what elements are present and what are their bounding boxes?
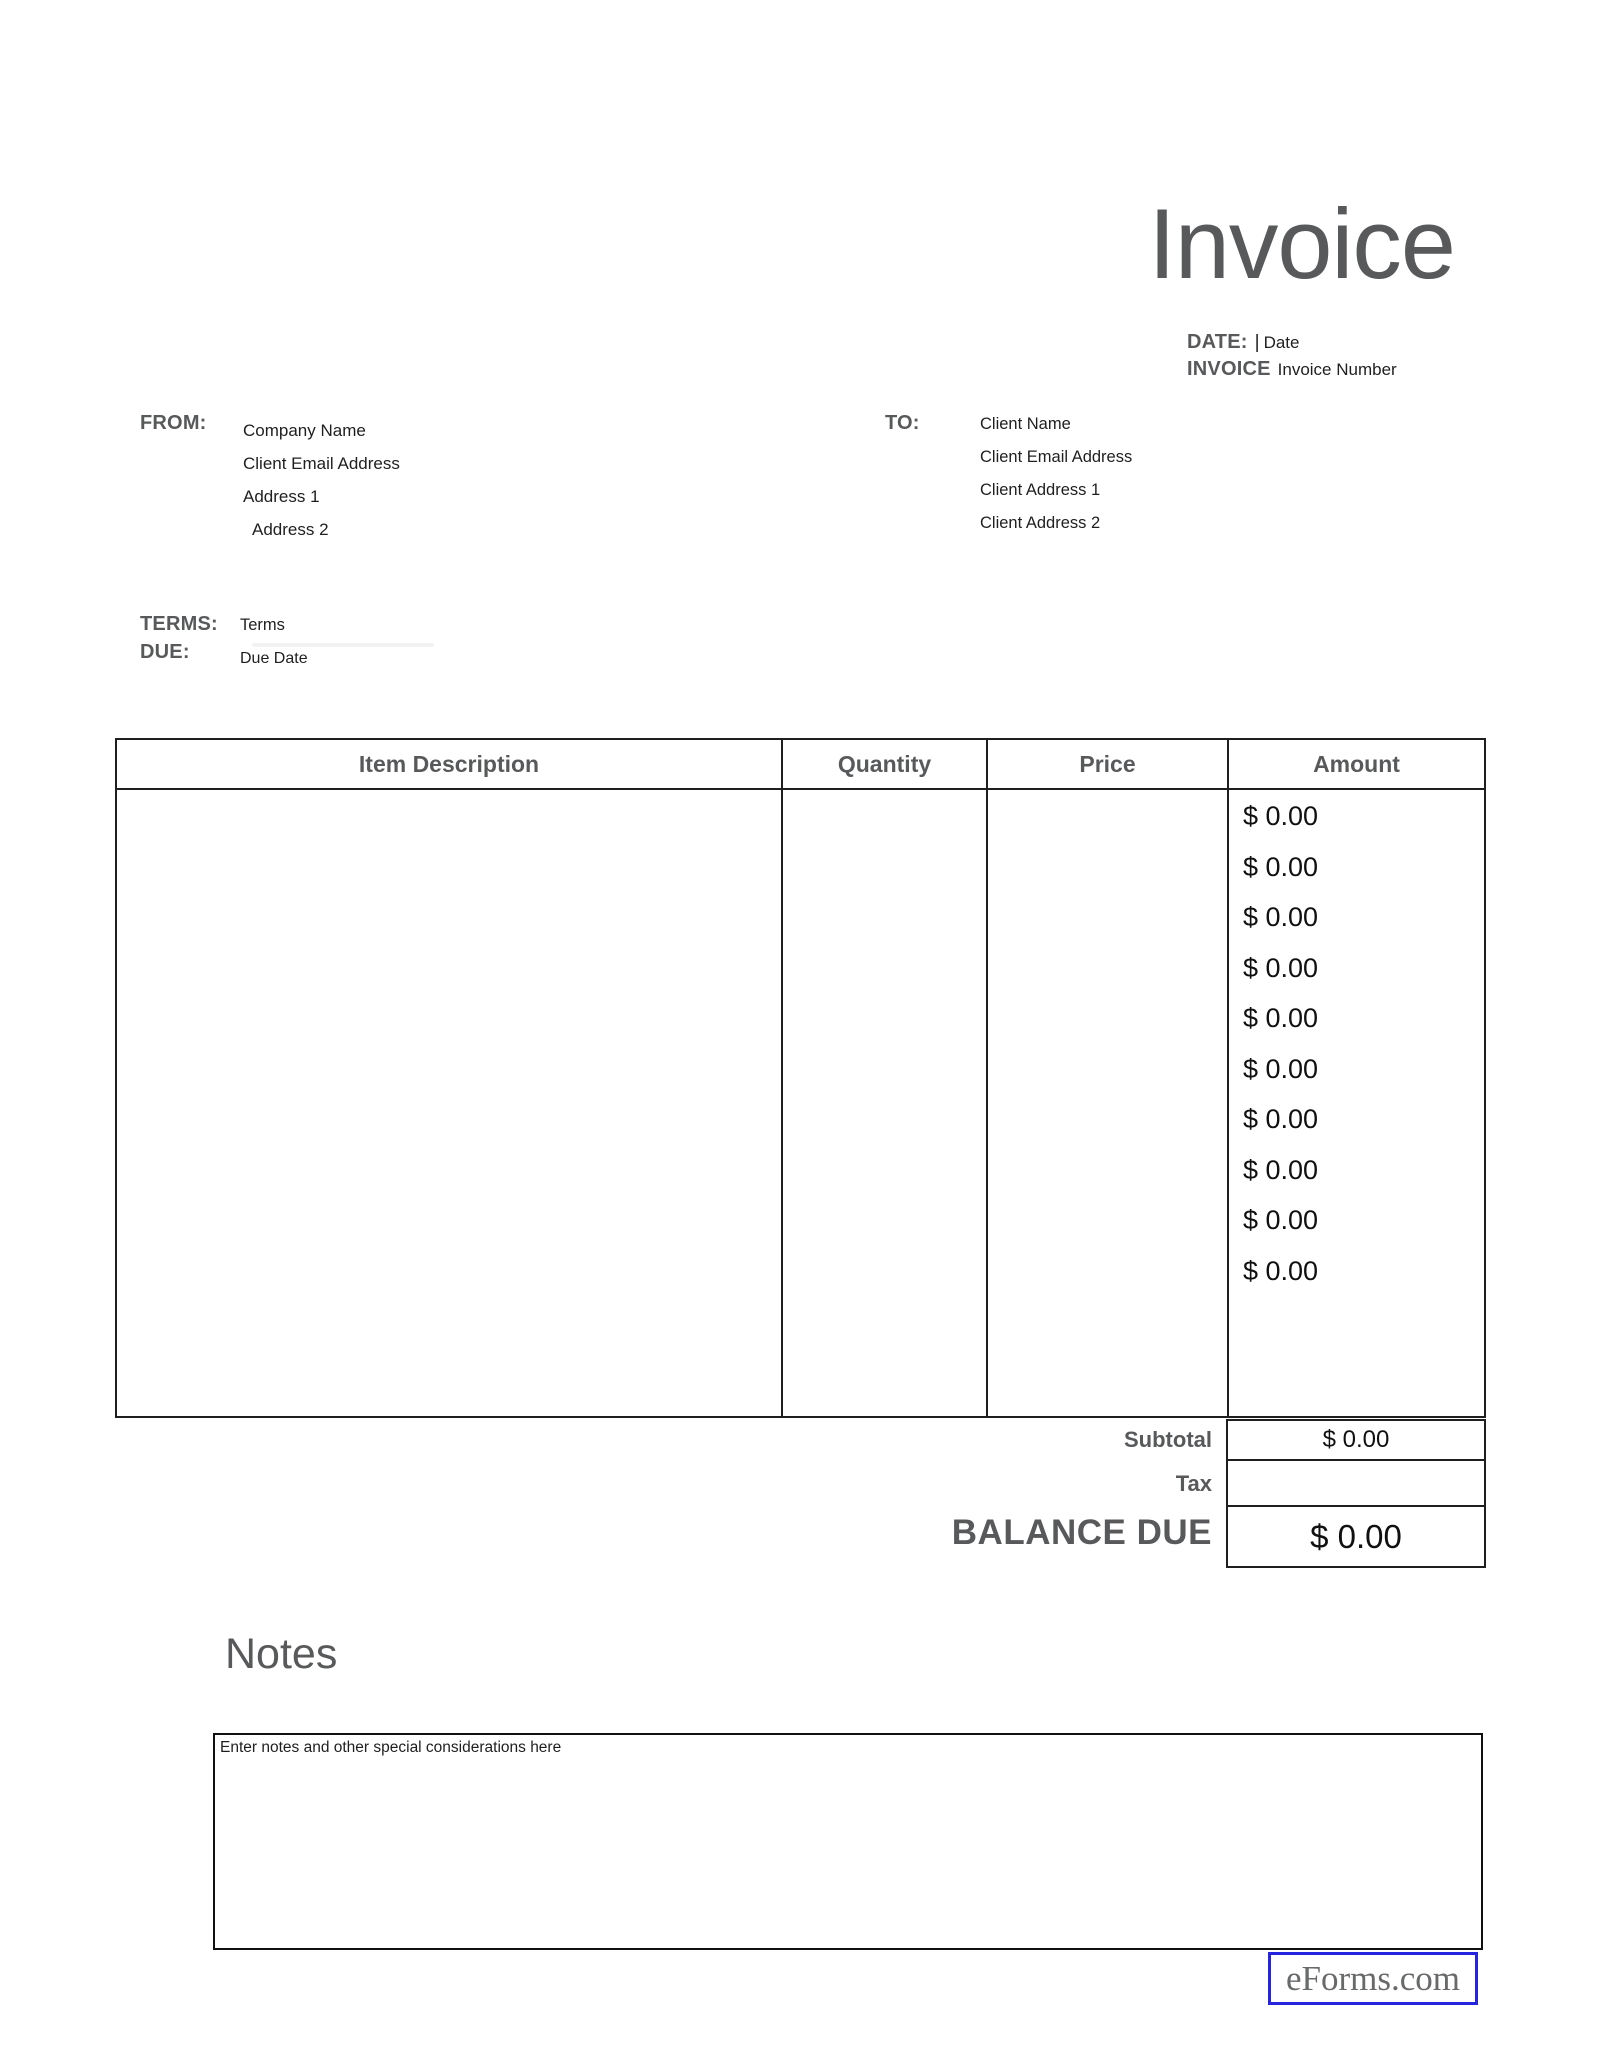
balance-due-amount-box: $ 0.00: [1226, 1505, 1486, 1568]
client-email-field[interactable]: Client Email Address: [980, 448, 1133, 466]
header-amount: Amount: [1227, 740, 1484, 788]
amount-row: $ 0.00: [1243, 1003, 1319, 1033]
text-cursor: |: [1254, 332, 1260, 353]
quantity-column[interactable]: [781, 790, 986, 1416]
amount-row: $ 0.00: [1243, 1154, 1319, 1185]
invoice-number-field[interactable]: Invoice Number: [1277, 360, 1397, 379]
header-item-description: Item Description: [358, 750, 540, 777]
to-address-block: [980, 408, 1132, 540]
page-title: Invoice: [1148, 188, 1455, 299]
amount-row: $ 0.00: [1243, 952, 1319, 983]
balance-due-label: BALANCE DUE: [951, 1513, 1212, 1552]
amount-row: $ 0.00: [1243, 1255, 1319, 1286]
subtotal-label: Subtotal: [1124, 1427, 1212, 1452]
faded-line-artifact: [252, 643, 434, 647]
date-row: [1187, 331, 1397, 358]
from-email-field[interactable]: Client Email Address: [243, 454, 400, 473]
eforms-link[interactable]: [1268, 1952, 1478, 2005]
header-price: Price: [986, 740, 1227, 788]
notes-heading: Notes: [225, 1630, 338, 1678]
due-label: DUE:: [140, 641, 190, 663]
invoice-meta: [1187, 331, 1397, 385]
item-description-column[interactable]: [117, 790, 781, 1416]
client-name-field[interactable]: Client Name: [980, 415, 1071, 433]
eforms-link-text: eForms.com: [1285, 1959, 1460, 1998]
from-address1-field[interactable]: Address 1: [243, 487, 320, 506]
client-address2-field[interactable]: Client Address 2: [980, 514, 1101, 532]
line-items-table: [115, 738, 1486, 1418]
terms-field[interactable]: Terms: [240, 616, 285, 634]
tax-amount-box[interactable]: [1226, 1459, 1486, 1507]
amount-row: $ 0.00: [1243, 851, 1319, 882]
tax-label: Tax: [1175, 1471, 1212, 1496]
date-field[interactable]: Date: [1263, 333, 1300, 352]
amount-row: $ 0.00: [1243, 801, 1319, 831]
amount-column: [1227, 790, 1484, 1416]
amount-row: $ 0.00: [1243, 1053, 1319, 1084]
from-address2-field[interactable]: Address 2: [252, 520, 329, 539]
client-address1-field[interactable]: Client Address 1: [980, 481, 1101, 499]
to-label: TO:: [885, 412, 920, 434]
subtotal-amount-box: $ 0.00: [1226, 1419, 1486, 1461]
invoice-number-label: INVOICE: [1187, 358, 1271, 380]
amount-row: $ 0.00: [1243, 902, 1319, 932]
notes-input[interactable]: Enter notes and other special considerations here: [213, 1733, 1483, 1950]
from-label: FROM:: [140, 412, 207, 434]
table-header-row: [117, 740, 1484, 790]
header-quantity: Quantity: [781, 740, 986, 788]
terms-label: TERMS:: [140, 613, 218, 635]
amount-row: $ 0.00: [1243, 1205, 1319, 1235]
company-name-field[interactable]: Company Name: [243, 421, 366, 440]
date-label: DATE:: [1187, 331, 1248, 353]
from-address-block: [243, 414, 400, 546]
price-column[interactable]: [986, 790, 1227, 1416]
invoice-number-row: [1187, 358, 1397, 385]
amount-row: $ 0.00: [1243, 1104, 1319, 1134]
due-date-field[interactable]: Due Date: [240, 650, 308, 667]
table-body: [117, 790, 1484, 1416]
